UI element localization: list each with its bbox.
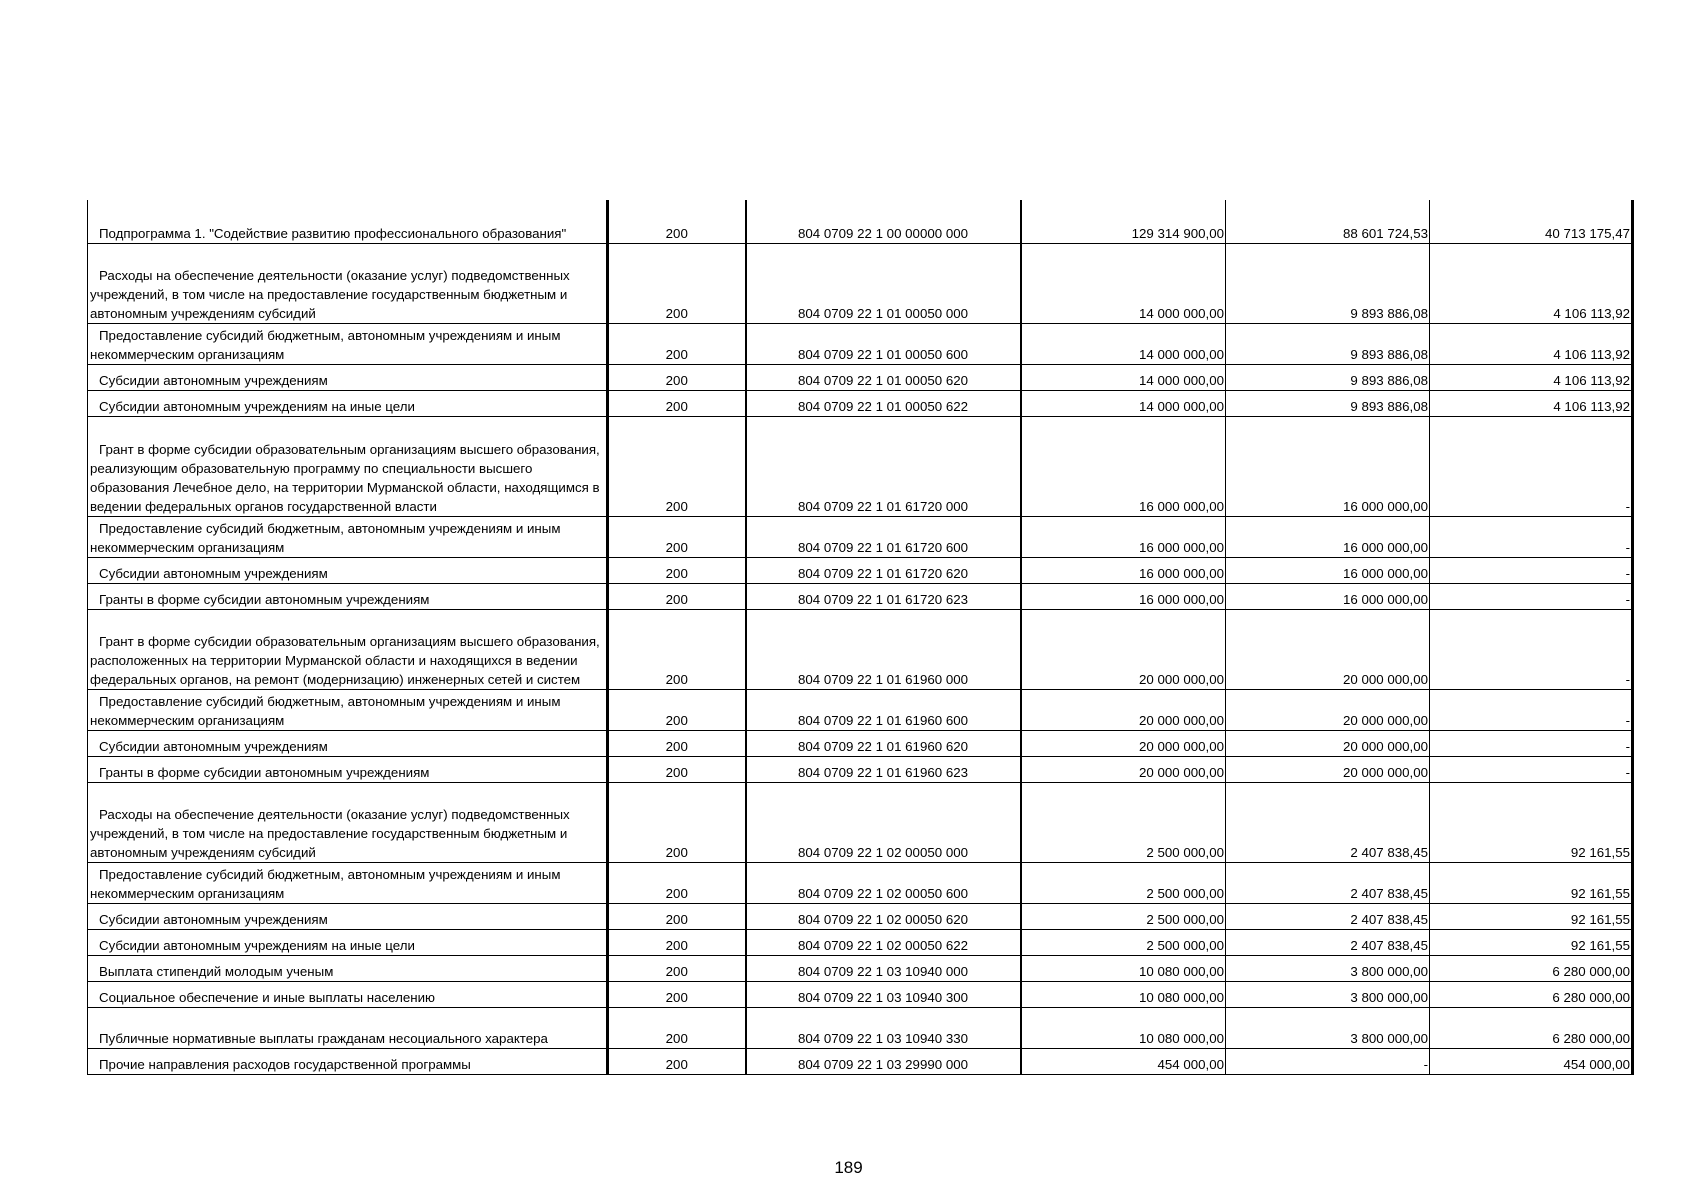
row-approved-amount: 16 000 000,00 (1021, 416, 1226, 516)
row-admin-code: 200 (608, 516, 746, 557)
row-remainder-amount: - (1430, 730, 1633, 756)
row-remainder-amount: - (1430, 756, 1633, 782)
row-kbk-code: 804 0709 22 1 03 10940 330 (746, 1007, 1021, 1048)
row-approved-amount: 2 500 000,00 (1021, 903, 1226, 929)
row-executed-amount: 9 893 886,08 (1226, 323, 1430, 364)
row-kbk-code: 804 0709 22 1 01 61720 623 (746, 583, 1021, 609)
row-kbk-code: 804 0709 22 1 01 61960 000 (746, 609, 1021, 689)
row-kbk-code: 804 0709 22 1 02 00050 620 (746, 903, 1021, 929)
row-admin-code: 200 (608, 955, 746, 981)
table-row (88, 862, 1633, 903)
row-approved-amount: 454 000,00 (1021, 1048, 1226, 1074)
table-row (88, 557, 1633, 583)
row-admin-code: 200 (608, 390, 746, 416)
row-name: Выплата стипендий молодым ученым (88, 955, 608, 981)
row-remainder-amount: 40 713 175,47 (1430, 200, 1633, 243)
page-number: 189 (834, 1158, 863, 1177)
row-admin-code: 200 (608, 609, 746, 689)
table-row (88, 243, 1633, 323)
row-kbk-code: 804 0709 22 1 02 00050 622 (746, 929, 1021, 955)
table-row (88, 516, 1633, 557)
budget-execution-table (87, 200, 1634, 1075)
row-executed-amount: 2 407 838,45 (1226, 782, 1430, 862)
row-approved-amount: 14 000 000,00 (1021, 364, 1226, 390)
row-approved-amount: 20 000 000,00 (1021, 609, 1226, 689)
row-executed-amount: 16 000 000,00 (1226, 516, 1430, 557)
row-name: Прочие направления расходов государственной программы (88, 1048, 608, 1074)
row-remainder-amount: 4 106 113,92 (1430, 323, 1633, 364)
row-admin-code: 200 (608, 862, 746, 903)
row-name: Субсидии автономным учреждениям (88, 364, 608, 390)
row-admin-code: 200 (608, 583, 746, 609)
row-executed-amount: 16 000 000,00 (1226, 416, 1430, 516)
row-approved-amount: 10 080 000,00 (1021, 1007, 1226, 1048)
row-executed-amount: 16 000 000,00 (1226, 583, 1430, 609)
row-approved-amount: 16 000 000,00 (1021, 583, 1226, 609)
row-remainder-amount: 92 161,55 (1430, 903, 1633, 929)
row-name: Социальное обеспечение и иные выплаты населению (88, 981, 608, 1007)
row-approved-amount: 10 080 000,00 (1021, 981, 1226, 1007)
row-approved-amount: 16 000 000,00 (1021, 557, 1226, 583)
row-approved-amount: 16 000 000,00 (1021, 516, 1226, 557)
row-admin-code: 200 (608, 903, 746, 929)
row-executed-amount: 2 407 838,45 (1226, 862, 1430, 903)
row-executed-amount: 9 893 886,08 (1226, 243, 1430, 323)
table-row (88, 390, 1633, 416)
row-name: Публичные нормативные выплаты гражданам несоциального характера (88, 1007, 608, 1048)
row-admin-code: 200 (608, 200, 746, 243)
row-name: Грант в форме субсидии образовательным организациям высшего образования, реализующим образовательную программу по специальности высшего образования Лечебное дело, на территории Мурманской области, находящимся в ведении федеральных органов государственной власти (88, 416, 608, 516)
table-row (88, 730, 1633, 756)
row-kbk-code: 804 0709 22 1 03 29990 000 (746, 1048, 1021, 1074)
table-row (88, 1007, 1633, 1048)
row-kbk-code: 804 0709 22 1 03 10940 300 (746, 981, 1021, 1007)
row-remainder-amount: 4 106 113,92 (1430, 390, 1633, 416)
row-remainder-amount: 6 280 000,00 (1430, 981, 1633, 1007)
row-name: Подпрограмма 1. "Содействие развитию профессионального образования" (88, 200, 608, 243)
row-remainder-amount: 4 106 113,92 (1430, 243, 1633, 323)
row-admin-code: 200 (608, 557, 746, 583)
row-approved-amount: 2 500 000,00 (1021, 862, 1226, 903)
row-executed-amount: 9 893 886,08 (1226, 390, 1430, 416)
row-approved-amount: 2 500 000,00 (1021, 929, 1226, 955)
row-executed-amount: 9 893 886,08 (1226, 364, 1430, 390)
row-kbk-code: 804 0709 22 1 01 61720 600 (746, 516, 1021, 557)
row-approved-amount: 10 080 000,00 (1021, 955, 1226, 981)
row-executed-amount: 3 800 000,00 (1226, 1007, 1430, 1048)
table-row (88, 609, 1633, 689)
row-kbk-code: 804 0709 22 1 01 00050 622 (746, 390, 1021, 416)
row-executed-amount: 88 601 724,53 (1226, 200, 1430, 243)
row-kbk-code: 804 0709 22 1 01 61960 623 (746, 756, 1021, 782)
row-admin-code: 200 (608, 782, 746, 862)
row-remainder-amount: 92 161,55 (1430, 862, 1633, 903)
row-approved-amount: 20 000 000,00 (1021, 730, 1226, 756)
row-name: Субсидии автономным учреждениям на иные цели (88, 929, 608, 955)
row-admin-code: 200 (608, 689, 746, 730)
table-row (88, 689, 1633, 730)
row-executed-amount: 20 000 000,00 (1226, 609, 1430, 689)
row-admin-code: 200 (608, 1048, 746, 1074)
row-admin-code: 200 (608, 416, 746, 516)
row-kbk-code: 804 0709 22 1 01 61960 600 (746, 689, 1021, 730)
row-executed-amount: 2 407 838,45 (1226, 929, 1430, 955)
row-executed-amount: 20 000 000,00 (1226, 689, 1430, 730)
row-admin-code: 200 (608, 323, 746, 364)
row-kbk-code: 804 0709 22 1 03 10940 000 (746, 955, 1021, 981)
row-remainder-amount: 92 161,55 (1430, 782, 1633, 862)
row-name: Субсидии автономным учреждениям (88, 557, 608, 583)
table-row (88, 323, 1633, 364)
row-kbk-code: 804 0709 22 1 01 61960 620 (746, 730, 1021, 756)
row-admin-code: 200 (608, 756, 746, 782)
row-name: Предоставление субсидий бюджетным, автономным учреждениям и иным некоммерческим организациям (88, 689, 608, 730)
row-executed-amount: 16 000 000,00 (1226, 557, 1430, 583)
row-kbk-code: 804 0709 22 1 01 00050 000 (746, 243, 1021, 323)
row-executed-amount: 3 800 000,00 (1226, 981, 1430, 1007)
row-approved-amount: 20 000 000,00 (1021, 756, 1226, 782)
row-remainder-amount: - (1430, 609, 1633, 689)
row-admin-code: 200 (608, 730, 746, 756)
row-admin-code: 200 (608, 929, 746, 955)
row-name: Предоставление субсидий бюджетным, автономным учреждениям и иным некоммерческим организациям (88, 862, 608, 903)
table-row (88, 1048, 1633, 1074)
row-executed-amount: - (1226, 1048, 1430, 1074)
table-row (88, 782, 1633, 862)
row-kbk-code: 804 0709 22 1 01 00050 620 (746, 364, 1021, 390)
row-kbk-code: 804 0709 22 1 02 00050 600 (746, 862, 1021, 903)
row-name: Грант в форме субсидии образовательным организациям высшего образования, расположенных на территории Мурманской области и находящихся в ведении федеральных органов, на ремонт (модернизацию) инженерных сетей и систем (88, 609, 608, 689)
row-approved-amount: 14 000 000,00 (1021, 390, 1226, 416)
row-kbk-code: 804 0709 22 1 01 61720 000 (746, 416, 1021, 516)
row-executed-amount: 3 800 000,00 (1226, 955, 1430, 981)
table-row (88, 583, 1633, 609)
row-kbk-code: 804 0709 22 1 00 00000 000 (746, 200, 1021, 243)
row-remainder-amount: - (1430, 557, 1633, 583)
row-name: Гранты в форме субсидии автономным учреждениям (88, 756, 608, 782)
row-name: Предоставление субсидий бюджетным, автономным учреждениям и иным некоммерческим организациям (88, 516, 608, 557)
row-remainder-amount: 6 280 000,00 (1430, 955, 1633, 981)
row-approved-amount: 20 000 000,00 (1021, 689, 1226, 730)
row-admin-code: 200 (608, 981, 746, 1007)
row-approved-amount: 14 000 000,00 (1021, 243, 1226, 323)
row-executed-amount: 20 000 000,00 (1226, 756, 1430, 782)
table-row (88, 903, 1633, 929)
table-row (88, 955, 1633, 981)
row-remainder-amount: 92 161,55 (1430, 929, 1633, 955)
table-row (88, 756, 1633, 782)
row-name: Расходы на обеспечение деятельности (оказание услуг) подведомственных учреждений, в том числе на предоставление государственным бюджетным и автономным учреждениям субсидий (88, 782, 608, 862)
table-row (88, 929, 1633, 955)
row-approved-amount: 2 500 000,00 (1021, 782, 1226, 862)
row-remainder-amount: - (1430, 516, 1633, 557)
row-name: Субсидии автономным учреждениям (88, 730, 608, 756)
row-remainder-amount: - (1430, 416, 1633, 516)
row-approved-amount: 129 314 900,00 (1021, 200, 1226, 243)
row-remainder-amount: 454 000,00 (1430, 1048, 1633, 1074)
row-remainder-amount: - (1430, 583, 1633, 609)
table-row (88, 416, 1633, 516)
row-kbk-code: 804 0709 22 1 01 61720 620 (746, 557, 1021, 583)
row-admin-code: 200 (608, 1007, 746, 1048)
row-admin-code: 200 (608, 364, 746, 390)
row-approved-amount: 14 000 000,00 (1021, 323, 1226, 364)
row-name: Предоставление субсидий бюджетным, автономным учреждениям и иным некоммерческим организациям (88, 323, 608, 364)
row-name: Субсидии автономным учреждениям (88, 903, 608, 929)
row-admin-code: 200 (608, 243, 746, 323)
row-kbk-code: 804 0709 22 1 02 00050 000 (746, 782, 1021, 862)
row-remainder-amount: - (1430, 689, 1633, 730)
row-kbk-code: 804 0709 22 1 01 00050 600 (746, 323, 1021, 364)
row-name: Расходы на обеспечение деятельности (оказание услуг) подведомственных учреждений, в том числе на предоставление государственным бюджетным и автономным учреждениям субсидий (88, 243, 608, 323)
table-row (88, 364, 1633, 390)
row-remainder-amount: 6 280 000,00 (1430, 1007, 1633, 1048)
table-row (88, 981, 1633, 1007)
table-row (88, 200, 1633, 243)
row-executed-amount: 20 000 000,00 (1226, 730, 1430, 756)
row-name: Гранты в форме субсидии автономным учреждениям (88, 583, 608, 609)
row-remainder-amount: 4 106 113,92 (1430, 364, 1633, 390)
row-name: Субсидии автономным учреждениям на иные цели (88, 390, 608, 416)
row-executed-amount: 2 407 838,45 (1226, 903, 1430, 929)
